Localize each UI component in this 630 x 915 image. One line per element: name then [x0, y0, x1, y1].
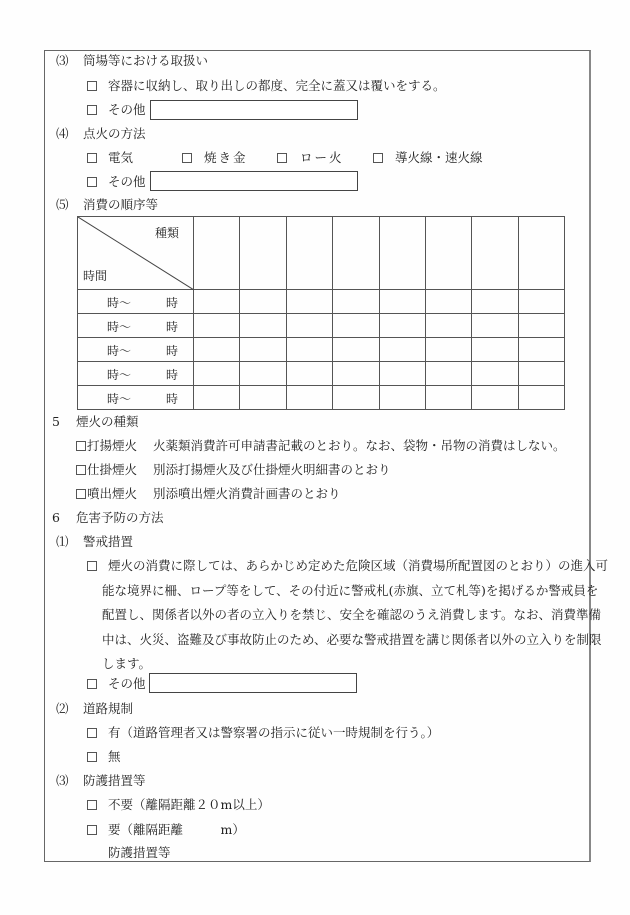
table-cell[interactable]: [240, 314, 286, 338]
table-cell[interactable]: [518, 362, 564, 386]
section-title-prevention: 危害予防の方法: [76, 510, 164, 525]
table-cell[interactable]: [286, 290, 332, 314]
table-cell[interactable]: [286, 386, 332, 410]
option-label: 要（離隔距離 m）: [108, 822, 245, 837]
table-cell[interactable]: [194, 338, 240, 362]
checkbox-road-yes[interactable]: [87, 728, 97, 738]
option-label: 導火線・速火線: [395, 150, 483, 165]
table-cell[interactable]: [379, 362, 425, 386]
table-cell[interactable]: [194, 386, 240, 410]
option-label: その他: [108, 102, 146, 117]
table-row: [78, 290, 565, 314]
time-range-cell[interactable]: 時～ 時: [78, 338, 194, 362]
table-cell[interactable]: [472, 386, 518, 410]
checkbox-container-cover[interactable]: [87, 81, 97, 91]
type-label: 仕掛煙火: [87, 462, 138, 477]
section-number: ⑸: [56, 197, 69, 212]
table-cell[interactable]: [379, 386, 425, 410]
section-number: ⑴: [56, 534, 69, 549]
ignition-other-input[interactable]: [150, 171, 358, 191]
checkbox-protect-needed[interactable]: [87, 825, 97, 835]
section-title-ignition: 点火の方法: [83, 126, 146, 141]
table-cell[interactable]: [518, 338, 564, 362]
table-row: [78, 362, 565, 386]
guard-paragraph-line: 中は、火災、盗難及び事故防止のため、必要な警戒措置を講じ関係者以外の立入りを制限: [102, 632, 602, 647]
table-cell[interactable]: [286, 338, 332, 362]
table-cell[interactable]: [379, 314, 425, 338]
section-number: ⑵: [56, 701, 69, 716]
option-label: ロー火: [300, 150, 344, 165]
table-cell[interactable]: [333, 338, 379, 362]
option-label: 有（道路管理者又は警察署の指示に従い一時規制を行う。）: [108, 725, 440, 740]
table-diagonal-header: [78, 217, 194, 290]
section-title-order: 消費の順序等: [83, 197, 159, 212]
table-cell[interactable]: [194, 362, 240, 386]
option-label: 無: [108, 749, 121, 764]
header-cell[interactable]: [425, 217, 471, 290]
table-cell[interactable]: [333, 290, 379, 314]
type-label: 噴出煙火: [87, 486, 138, 501]
header-kind-label: 種類: [154, 226, 179, 240]
guard-paragraph-line: 配置し、関係者以外の者の立入りを禁じ、安全を確認のうえ消費します。なお、消費準備: [102, 607, 602, 622]
option-label: 焼き金: [204, 150, 248, 165]
section-number: 5: [52, 414, 60, 429]
section-title-protect: 防護措置等: [83, 773, 146, 788]
guard-paragraph-line: 能な境界に柵、ロープ等をして、その付近に警戒札(赤旗、立て札等)を掲げるか警戒員を: [102, 583, 599, 598]
section-title-handling: 筒場等における取扱い: [83, 53, 209, 68]
table-cell[interactable]: [379, 290, 425, 314]
header-time-label: 時間: [83, 269, 108, 283]
table-cell[interactable]: [240, 386, 286, 410]
section-title-road: 道路規制: [83, 701, 134, 716]
time-range-cell[interactable]: 時～ 時: [78, 386, 194, 410]
checkbox-electric[interactable]: [87, 153, 97, 163]
table-cell[interactable]: [472, 362, 518, 386]
header-cell[interactable]: [518, 217, 564, 290]
checkbox-fuse[interactable]: [373, 153, 383, 163]
checkbox-ignition-other[interactable]: [87, 177, 97, 187]
checkbox-protect-unneeded[interactable]: [87, 800, 97, 810]
option-label: その他: [108, 174, 146, 189]
table-cell[interactable]: [425, 314, 471, 338]
protect-sub-label: 防護措置等: [108, 845, 171, 860]
table-cell[interactable]: [240, 362, 286, 386]
type-description: 火薬類消費許可申請書記載のとおり。なお、袋物・吊物の消費はしない。: [153, 438, 566, 453]
type-label: 打揚煙火: [87, 438, 138, 453]
header-cell[interactable]: [472, 217, 518, 290]
checkbox-aerial-shells[interactable]: [76, 441, 86, 451]
table-cell[interactable]: [333, 386, 379, 410]
option-label: 電気: [108, 150, 134, 165]
table-cell[interactable]: [472, 338, 518, 362]
option-label: 不要（離隔距離２０m以上）: [108, 797, 270, 812]
table-cell[interactable]: [425, 386, 471, 410]
table-cell[interactable]: [425, 362, 471, 386]
time-range-cell[interactable]: 時～ 時: [78, 314, 194, 338]
checkbox-road-no[interactable]: [87, 752, 97, 762]
table-cell[interactable]: [286, 362, 332, 386]
checkbox-set-pieces[interactable]: [76, 465, 86, 475]
table-cell[interactable]: [240, 290, 286, 314]
checkbox-hot-iron[interactable]: [182, 153, 192, 163]
table-cell[interactable]: [425, 338, 471, 362]
section-number: ⑷: [56, 126, 69, 141]
header-cell[interactable]: [333, 217, 379, 290]
checkbox-handling-other[interactable]: [87, 105, 97, 115]
section-number: ⑶: [56, 773, 69, 788]
table-cell[interactable]: [379, 338, 425, 362]
table-cell[interactable]: [286, 314, 332, 338]
section-number: 6: [52, 510, 60, 525]
table-cell[interactable]: [333, 314, 379, 338]
type-description: 別添噴出煙火消費計画書のとおり: [153, 486, 341, 501]
guard-other-input[interactable]: [149, 673, 357, 693]
consumption-order-table: [77, 216, 565, 410]
table-row: [78, 314, 565, 338]
section-title-guard: 警戒措置: [83, 534, 134, 549]
table-cell[interactable]: [472, 314, 518, 338]
header-cell[interactable]: [194, 217, 240, 290]
checkbox-wax-fire[interactable]: [277, 153, 287, 163]
table-cell[interactable]: [194, 314, 240, 338]
table-cell[interactable]: [194, 290, 240, 314]
table-row: [78, 386, 565, 410]
table-cell[interactable]: [518, 386, 564, 410]
table-row: [78, 338, 565, 362]
checkbox-guard-measures[interactable]: [87, 561, 97, 571]
header-cell[interactable]: [240, 217, 286, 290]
table-cell[interactable]: [518, 290, 564, 314]
option-label: その他: [108, 676, 146, 691]
time-range-cell[interactable]: 時～ 時: [78, 362, 194, 386]
checkbox-guard-other[interactable]: [87, 679, 97, 689]
table-cell[interactable]: [518, 314, 564, 338]
table-cell[interactable]: [333, 362, 379, 386]
section-number: ⑶: [56, 53, 69, 68]
option-label: 容器に収納し、取り出しの都度、完全に蓋又は覆いをする。: [108, 78, 446, 93]
type-description: 別添打揚煙火及び仕掛煙火明細書のとおり: [153, 462, 391, 477]
table-cell[interactable]: [425, 290, 471, 314]
handling-other-input[interactable]: [150, 100, 358, 120]
header-cell[interactable]: [379, 217, 425, 290]
guard-paragraph-line: 煙火の消費に際しては、あらかじめ定めた危険区域（消費場所配置図のとおり）の進入可: [108, 558, 609, 573]
guard-paragraph-line: します。: [102, 656, 152, 671]
table-cell[interactable]: [240, 338, 286, 362]
checkbox-fountains[interactable]: [76, 489, 86, 499]
time-range-cell[interactable]: 時～ 時: [78, 290, 194, 314]
table-cell[interactable]: [472, 290, 518, 314]
section-title-types: 煙火の種類: [76, 414, 139, 429]
header-cell[interactable]: [286, 217, 332, 290]
